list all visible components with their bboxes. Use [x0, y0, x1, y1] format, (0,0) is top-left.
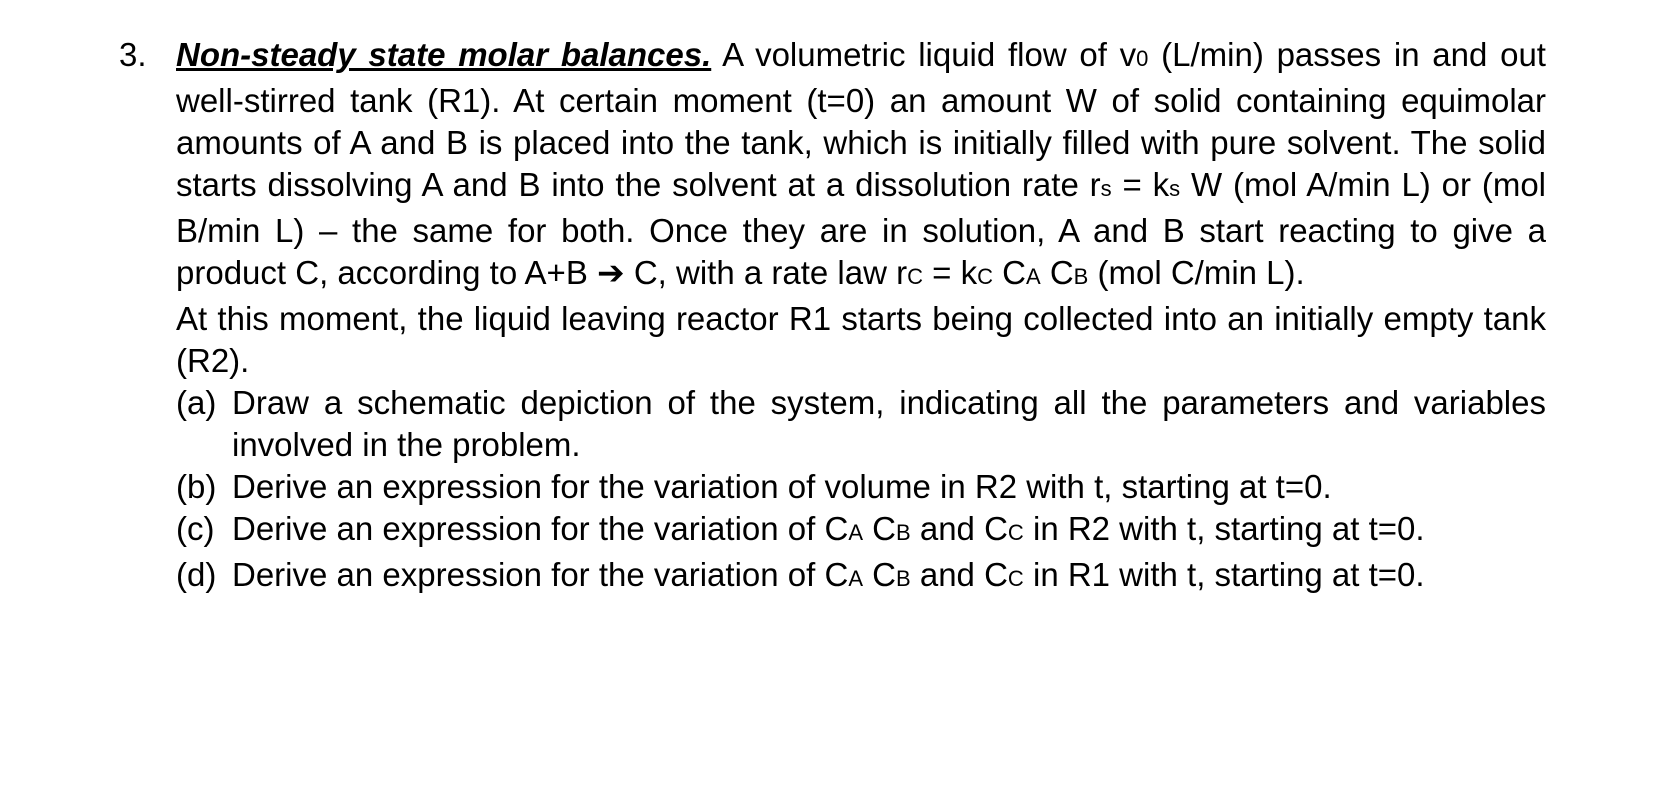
- item-b: [176, 466, 1546, 508]
- item-d-sub-a: A: [848, 566, 863, 591]
- intro-text-4: W (mol A/min L) or (mol B/min L) – the same for both. Once they are in solution, A and B start reacting to give a product C, according to A+B: [176, 166, 1547, 291]
- v0-subscript: 0: [1136, 46, 1149, 71]
- item-d-text-1: Derive an expression for the variation of C: [232, 556, 849, 593]
- item-c-sub-c: C: [1007, 520, 1024, 545]
- question-intro: [176, 34, 1546, 298]
- item-b-text: Derive an expression for the variation of volume in R2 with t, starting at t=0.: [232, 468, 1332, 505]
- item-d-label: (d): [176, 556, 217, 593]
- intro-text-8: C: [1040, 254, 1074, 291]
- item-d-text-4: in R1 with t, starting at t=0.: [1023, 556, 1425, 593]
- item-c-text-1: Derive an expression for the variation of C: [232, 510, 849, 547]
- rs-subscript: s: [1100, 176, 1112, 201]
- item-a-label: (a): [176, 384, 217, 421]
- item-c-text-4: in R2 with t, starting at t=0.: [1023, 510, 1425, 547]
- item-d-text-3: and C: [910, 556, 1008, 593]
- rc-subscript: C: [907, 264, 923, 289]
- item-b-label: (b): [176, 468, 217, 505]
- item-d-text-2: C: [863, 556, 896, 593]
- question-title: Non-steady state molar balances.: [176, 36, 712, 73]
- intro-text-1: A volumetric liquid flow of v: [711, 36, 1137, 73]
- ca-subscript: A: [1025, 264, 1041, 289]
- ks-subscript: s: [1169, 176, 1181, 201]
- item-a: [176, 382, 1546, 466]
- intro-text-3: = k: [1111, 166, 1170, 203]
- item-c-label: (c): [176, 510, 215, 547]
- item-d: [176, 554, 1546, 600]
- reaction-arrow-icon: ➔: [597, 254, 625, 291]
- item-c-text-3: and C: [910, 510, 1008, 547]
- collection-note: At this moment, the liquid leaving reactor R1 starts being collected into an initially empty tank (R2).: [176, 300, 1546, 379]
- kc-subscript: C: [977, 264, 993, 289]
- item-c-sub-b: B: [896, 520, 911, 545]
- item-a-text: Draw a schematic depiction of the system, indicating all the parameters and variables involved in the problem.: [232, 384, 1546, 463]
- cb-subscript: B: [1073, 264, 1089, 289]
- intro-text-6: = k: [922, 254, 978, 291]
- question-body: [176, 34, 1546, 600]
- item-d-sub-b: B: [896, 566, 911, 591]
- item-c-sub-a: A: [848, 520, 863, 545]
- intro-text-2: (L/min) passes in and out well-stirred tank (R1). At certain moment (t=0) an amount W of solid containing equimolar amounts of A and B is placed into the tank, which is initially filled with pure solvent. The solid starts dissolving A and B into the solvent at a dissolution rate r: [176, 36, 1546, 203]
- item-c: [176, 508, 1546, 554]
- item-d-sub-c: C: [1007, 566, 1024, 591]
- item-c-text-2: C: [863, 510, 896, 547]
- intro-text-7: C: [992, 254, 1026, 291]
- intro-text-9: (mol C/min L).: [1088, 254, 1305, 291]
- question-number: 3.: [119, 36, 147, 73]
- intro-text-5: C, with a rate law r: [624, 254, 908, 291]
